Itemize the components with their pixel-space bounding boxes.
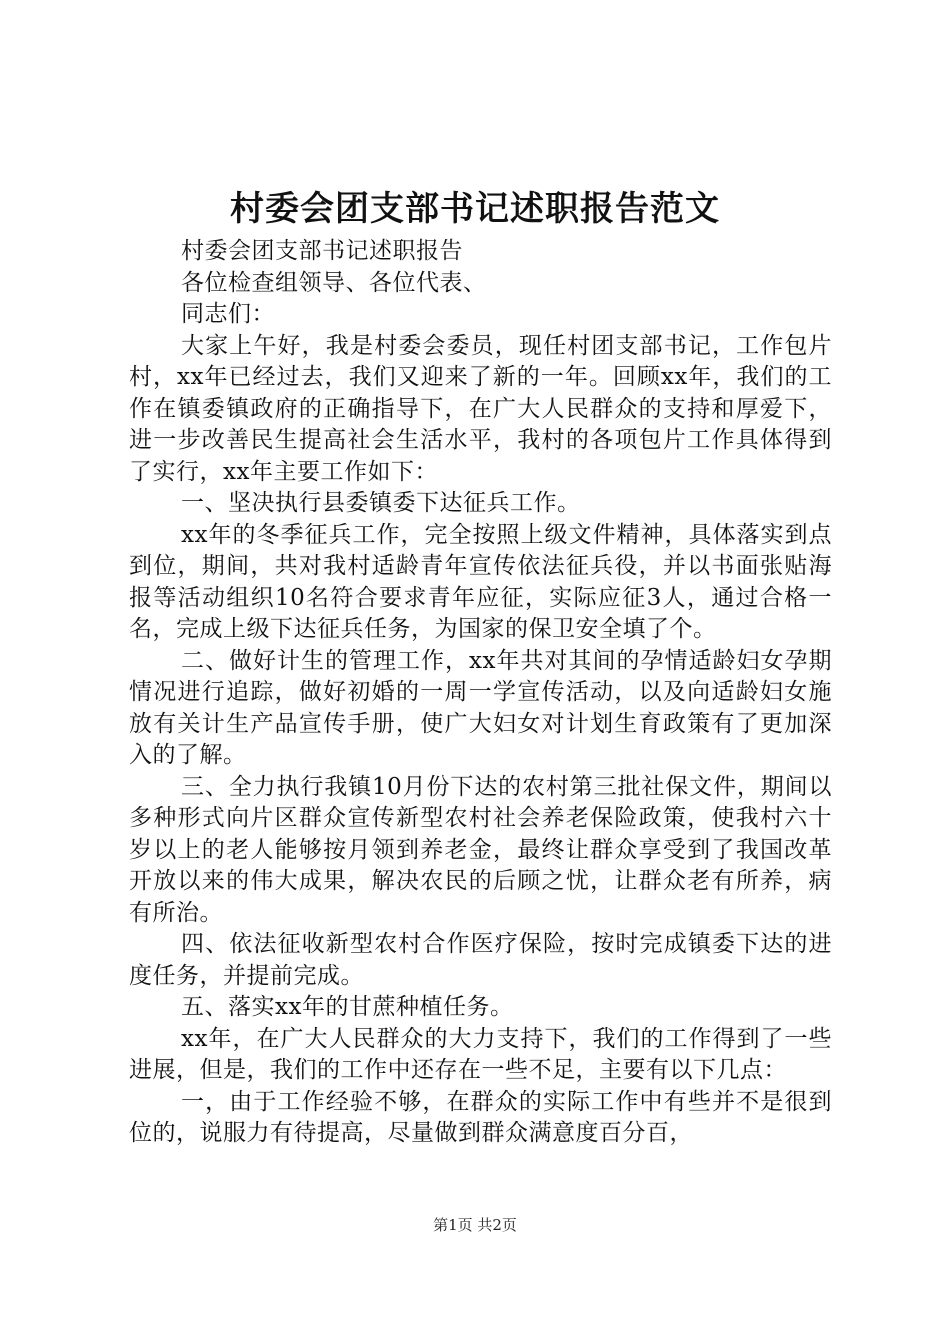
document-body	[129, 236, 832, 1150]
paragraph: xx年，在广大人民群众的大力支持下，我们的工作得到了一些进展，但是，我们的工作中还存在一些不足，主要有以下几点：	[129, 1025, 832, 1083]
paragraph: 村委会团支部书记述职报告	[181, 238, 463, 264]
paragraph: 五、落实xx年的甘蔗种植任务。	[181, 994, 514, 1020]
paragraph: 大家上午好，我是村委会委员，现任村团支部书记，工作包片村，xx年已经过去，我们又迎来了新的一年。回顾xx年，我们的工作在镇委镇政府的正确指导下，在广大人民群众的支持和厚爱下，进一步改善民生提高社会生活水平，我村的各项包片工作具体得到了实行，xx年主要工作如下：	[129, 332, 832, 485]
paragraph: 二、做好计生的管理工作，xx年共对其间的孕情适龄妇女孕期情况进行追踪，做好初婚的一周一学宣传活动，以及向适龄妇女施放有关计生产品宣传手册，使广大妇女对计划生育政策有了更加深入的了解。	[129, 647, 832, 768]
paragraph: xx年的冬季征兵工作，完全按照上级文件精神，具体落实到点到位，期间，共对我村适龄青年宣传依法征兵役，并以书面张贴海报等活动组织10名符合要求青年应征，实际应征3人，通过合格一名，完成上级下达征兵任务，为国家的保卫安全填了个。	[129, 521, 832, 642]
paragraph: 各位检查组领导、各位代表、	[181, 269, 487, 296]
document-title: 村委会团支部书记述职报告范文	[230, 189, 720, 229]
paragraph: 一、坚决执行县委镇委下达征兵工作。	[181, 490, 581, 516]
paragraph: 四、依法征收新型农村合作医疗保险，按时完成镇委下达的进度任务，并提前完成。	[129, 931, 832, 989]
paragraph: 同志们：	[181, 301, 275, 327]
page-number: 第1页 共2页	[433, 1216, 517, 1234]
paragraph: 三、全力执行我镇10月份下达的农村第三批社保文件，期间以多种形式向片区群众宣传新型农村社会养老保险政策，使我村六十岁以上的老人能够按月领到养老金，最终让群众享受到了我国改革开放以来的伟大成果，解决农民的后顾之忧，让群众老有所养，病有所治。	[129, 773, 832, 926]
paragraph: 一，由于工作经验不够，在群众的实际工作中有些并不是很到位的，说服力有待提高，尽量做到群众满意度百分百，	[129, 1088, 832, 1146]
